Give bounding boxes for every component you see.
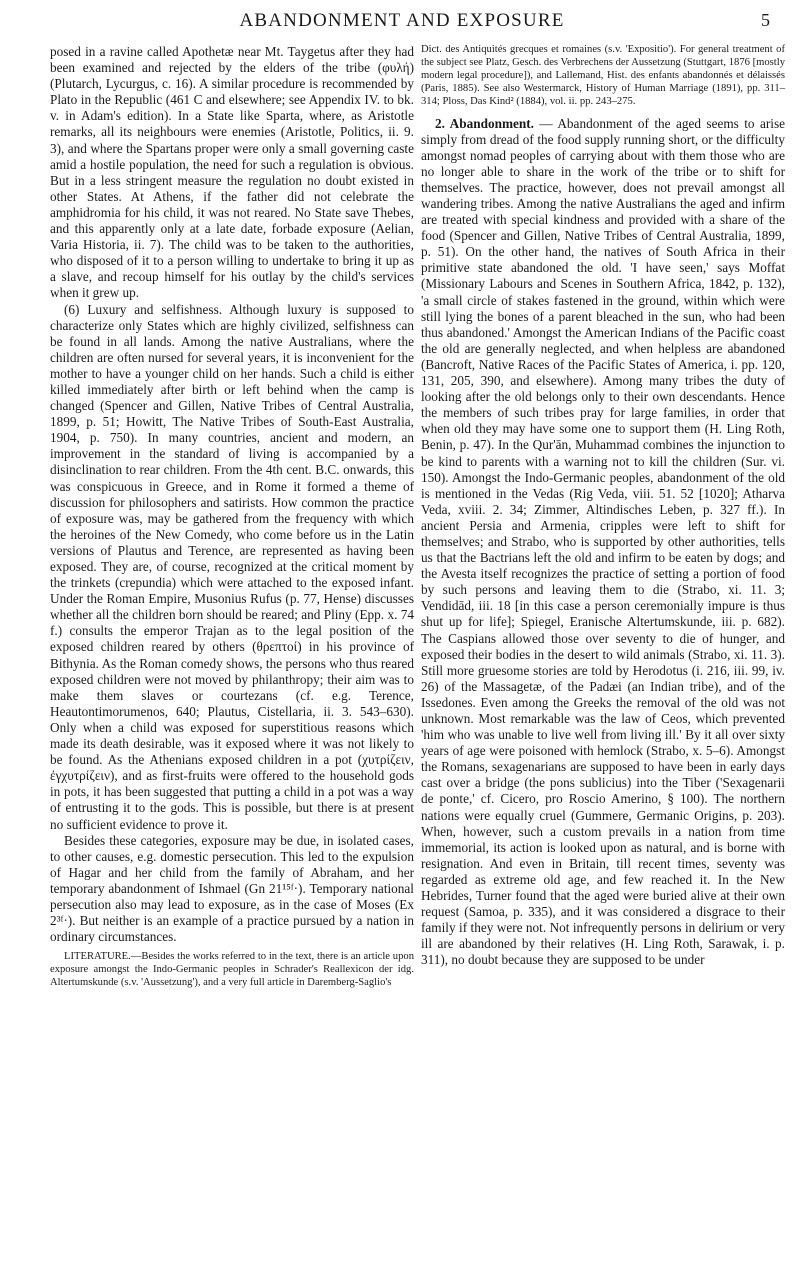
paragraph: posed in a ravine called Apothetæ near Mt. Taygetus after they had been examined and rejected by the elders of the tribe (φυλή) (Plutarch, Lycurgus, c. 16). A similar procedure is recommended by Plato in the Republic (461 C and elsewhere; see Appendix IV. to bk. v. in Adam's edition). In a State like Sparta, where, as Aristotle remarks, all its neighbours were enemies (Aristotle, Politics, ii. 9. 3), and where the Spartans proper were only a small governing caste amid a hostile population, the need for such a regulation is obvious. But in a less stringent measure the regulation no doubt existed in other States. At Athens, if the father did not celebrate the amphidromia for his child, it was not reared. No State save Thebes, and this apparently only at a late date, forbade exposure (Aelian, Varia Historia, ii. 7). The child was to be taken to the authorities, who disposed of it to a person willing to undertake to bring it up as a slave, and recoup himself for his outlay by the child's services when it grew up. xyxy=(50,44,414,301)
running-title: ABANDONMENT AND EXPOSURE xyxy=(239,10,565,31)
page-number: 5 xyxy=(761,10,770,30)
paragraph: Besides these categories, exposure may be due, in isolated cases, to other causes, e.g. domestic persecution. This led to the expulsion of Hagar and her child from the family of Abraham, and her temporary abandonment of Ishmael (Gn 21¹⁵ᶠ·). Temporary national persecution also may lead to exposure, as in the case of Moses (Ex 2³ᶠ·). But neither is an example of a practice pursued by a nation in ordinary circumstances. xyxy=(50,832,414,945)
page-header xyxy=(34,10,770,40)
left-column xyxy=(50,44,414,990)
literature-note-continued: Dict. des Antiquités grecques et romaines (s.v. 'Expositio'). For general treatment of the subject see Platz, Gesch. des Verbrechens der Aussetzung (Stuttgart, 1876 [mostly modern legal procedure]), and Lallemand, Hist. des enfants abandonnés et délaissés (Paris, 1885). See also Westermarck, History of Human Marriage (1891), pp. 311–314; Ploss, Das Kind² (1884), vol. ii. pp. 243–275. xyxy=(421,44,785,107)
literature-note: LITERATURE.—Besides the works referred to in the text, there is an article upon exposure amongst the Indo-Germanic peoples in Schrader's Reallexicon der idg. Altertumskunde (s.v. 'Aussetzung'), and a very full article in Daremberg-Saglio's xyxy=(50,951,414,989)
paragraph: (6) Luxury and selfishness. Although luxury is supposed to characterize only States which are highly civilized, selfishness can be found in all lands. Among the native Australians, where the children are often nursed for several years, it is inconvenient for the mother to have a younger child on her hands. Such a child is either killed immediately after birth or left behind when the camp is changed (Spencer and Gillen, Native Tribes of Central Australia, 1899, p. 51; Howitt, The Native Tribes of South-East Australia, 1904, p. 750). In many countries, ancient and modern, an improvement in the standard of living is accompanied by a disinclination to rear children. From the 4th cent. B.C. onwards, this was conspicuous in Greece, and in Rome it formed a theme of discussion for philosophers and satirists. How common the practice of exposure was, may be gathered from the frequency with which the heroines of the New Comedy, who come before us in the Latin versions of Plautus and Terence, are represented as having been exposed. They are, of course, recognized at the critical moment by the trinkets (crepundia) which were attached to the exposed infant. Under the Roman Empire, Musonius Rufus (p. 77, Hense) discusses whether all the children born should be reared; and Pliny (Epp. x. 74 f.) consults the emperor Trajan as to the legal position of the exposed children reared by others (θρεπτοί) in his province of Bithynia. As the Roman comedy shows, the persons who thus reared exposed children were not moved by philanthropy; their aim was to make them slaves or courtezans (cf. e.g. Terence, Heautontimorumenos, 640; Plautus, Cistellaria, ii. 3. 543–630). Only when a child was exposed for superstitious reasons which made its death desirable, was it exposed where it was not likely to be found. As the Athenians exposed children in a pot (χυτρίζειν, ἐγχυτρίζειν), and as first-fruits were offered to the household gods in pots, it has been suggested that putting a child in a pot was a way of entrusting it to the gods. This is possible, but there is at present no sufficient evidence to prove it. xyxy=(50,301,414,832)
right-column xyxy=(421,44,785,969)
section-heading: 2. Abandonment. xyxy=(435,115,534,131)
section-text: — Abandonment of the aged seems to arise simply from dread of the food supply running short, or the difficulty amongst nomad peoples of carrying about with them those who are no longer able to share in the work of the tribe or to shift for themselves. The practice, however, does not prevail amongst all wandering tribes. Among the native Australians the aged and infirm are treated with special kindness and provided with a share of the food (Spencer and Gillen, Native Tribes of Central Australia, 1899, p. 51). On the other hand, the natives of South Africa in their primitive state abandoned the old. 'I have seen,' says Moffat (Missionary Labours and Scenes in Southern Africa, 1842, p. 132), 'a small circle of stakes fastened in the ground, within which were still lying the bones of a parent bleached in the sun, who had been thus abandoned.' Amongst the American Indians of the Pacific coast the old are generally neglected, and when helpless are abandoned (Bancroft, Native Races of the Pacific States of America, i. pp. 120, 131, 205, 390, and elsewhere). Among many tribes the duty of looking after the old belongs only to their own descendants. Hence the members of such tribes pray for large families, in order that when old they may have some one to support them (H. Ling Roth, Benin, p. 47). In the Qur'ān, Muhammad combines the injunction to be kind to parents with a warning not to kill the children (Sur. vi. 150). Amongst the Indo-Germanic peoples, abandonment of the old is mentioned in the Vedas (Rig Veda, viii. 51. 52 [1020]; Atharva Veda, xviii. 2. 34; Zimmer, Altindisches Leben, p. 327 ff.). In ancient Persia and Armenia, cripples were left to shift for themselves; and Strabo, who is supported by other authorities, tells us that the Bactrians left the old and infirm to be eaten by dogs; and the Avesta itself recognizes the practice of setting a portion of food by such persons and leaving them to die (Strabo, xi. 11. 3; Vendidād, iii. 18 [in this case a person ceremonially impure is thus shut up for life]; Spiegel, Eranische Altertumskunde, iii. p. 682). The Caspians allowed those over seventy to die of hunger, and exposed their bodies in the desert to wild animals (Strabo, xi. 11. 3). Still more gruesome stories are told by Herodotus (i. 216, iii. 99, iv. 26) of the Massagetæ, of the Padæi (an Indian tribe), and of the Issedones. Even among the Greeks the removal of the old was not unknown. Most remarkable was the law of Ceos, which prevented 'him who was unable to live well from living ill.' By it all over sixty years of age were poisoned with hemlock (Strabo, x. 5–6). Amongst the Romans, sexagenarians are supposed to have been in early days cast over a bridge (the pons sublicius) into the Tiber ('Sexagenarii de ponte,' cf. Cicero, pro Roscio Amerino, § 100). The northern nations were equally cruel (Gummere, Germanic Origins, p. 203). When, however, such a custom prevails in a nation from time immemorial, its action is looked upon as natural, and is borne with resignation. And even in Britain, till recent times, seventy was regarded as extreme old age, and few reached it. In the New Hebrides, Turner found that the aged were buried alive at their own request (Samoa, p. 335), and it was considered a disgrace to their family if they were not. Not infrequently persons in delirium or very ill are abandoned by their relatives (H. Ling Roth, Sarawak, i. p. 311), no doubt because they are supposed to be under xyxy=(421,115,786,968)
section-paragraph xyxy=(421,116,785,969)
